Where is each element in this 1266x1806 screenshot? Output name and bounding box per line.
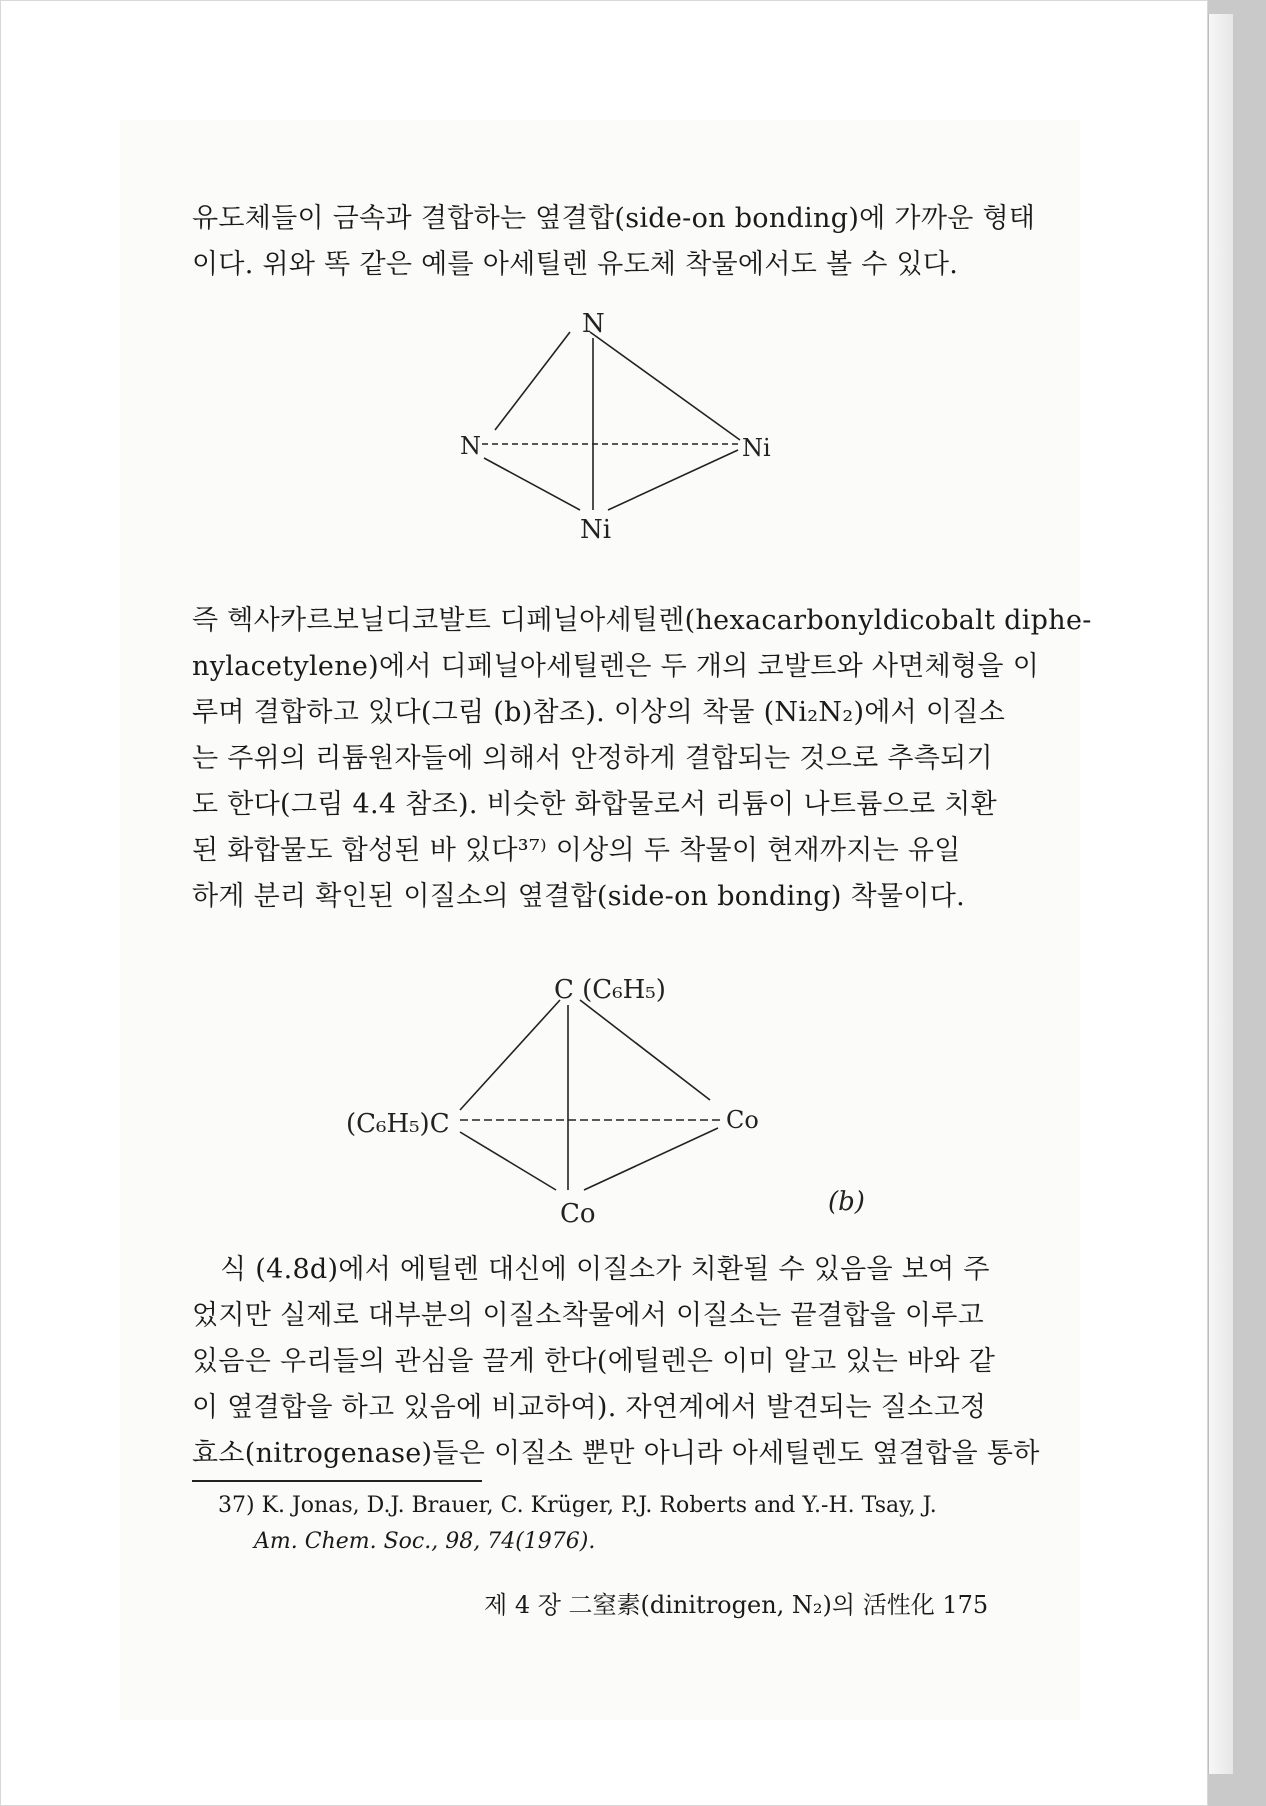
- edge-left-bottom: [460, 1132, 556, 1190]
- text-line: 효소(nitrogenase)들은 이질소 뿐만 아니라 아세틸렌도 옆결합을 통하: [192, 1438, 1040, 1469]
- figure-label: (b): [828, 1187, 865, 1217]
- edge-top-right: [580, 1000, 710, 1100]
- footnote-line-1: 37) K. Jonas, D.J. Brauer, C. Krüger, P.J. Roberts and Y.-H. Tsay, J.: [218, 1493, 937, 1518]
- running-head: 제 4 장 二窒素(dinitrogen, N₂)의 活性化 175: [484, 1591, 989, 1619]
- text-line: 있음은 우리들의 관심을 끌게 한다(에틸렌은 이미 알고 있는 바와 같: [192, 1346, 996, 1377]
- diagram-a: [420, 300, 820, 560]
- text-line: 하게 분리 확인된 이질소의 옆결합(side-on bonding) 착물이다.: [192, 881, 965, 912]
- text-line: 루며 결합하고 있다(그림 (b)참조). 이상의 착물 (Ni₂N₂)에서 이질소: [192, 697, 1006, 728]
- edge-right-bottom: [584, 1128, 718, 1190]
- text-line: 이다. 위와 똑 같은 예를 아세틸렌 유도체 착물에서도 볼 수 있다.: [192, 249, 959, 280]
- group-top: C (C₆H₅): [554, 975, 666, 1005]
- atom-right: Co: [726, 1106, 759, 1134]
- atom-bottom: Co: [560, 1199, 596, 1229]
- text-line: 었지만 실제로 대부분의 이질소착물에서 이질소는 끝결합을 이루고: [192, 1300, 984, 1331]
- diagram-b: [340, 960, 900, 1240]
- paragraph-1: [192, 196, 1036, 288]
- edge-top-left: [495, 332, 570, 430]
- atom-top: N: [582, 309, 605, 339]
- text-line: 유도체들이 금속과 결합하는 옆결합(side-on bonding)에 가까운 형태: [192, 203, 1036, 234]
- page-edge: [1208, 14, 1233, 1774]
- text-line: 이 옆결합을 하고 있음에 비교하여). 자연계에서 발견되는 질소고정: [192, 1392, 987, 1423]
- text-line: 는 주위의 리튬원자들에 의해서 안정하게 결합되는 것으로 추측되기: [192, 743, 993, 774]
- footnote-rule: [192, 1480, 482, 1482]
- edge-right-bottom: [608, 450, 738, 510]
- text-line: 된 화합물도 합성된 바 있다³⁷⁾ 이상의 두 착물이 현재까지는 유일: [192, 835, 961, 866]
- text-line: 도 한다(그림 4.4 참조). 비슷한 화합물로서 리튬이 나트륨으로 치환: [192, 789, 997, 820]
- text-line: nylacetylene)에서 디페닐아세틸렌은 두 개의 코발트와 사면체형을 이: [192, 651, 1040, 682]
- edge-left-bottom: [484, 458, 580, 510]
- paragraph-3: [192, 1247, 1040, 1477]
- footnote: [218, 1488, 1038, 1560]
- group-left: (C₆H₅)C: [346, 1109, 450, 1139]
- edge-top-left: [460, 1000, 560, 1110]
- paragraph-2: [192, 598, 1092, 920]
- footnote-line-2: Am. Chem. Soc., 98, 74(1976).: [254, 1529, 596, 1554]
- text-line: 즉 헥사카르보닐디코발트 디페닐아세틸렌(hexacarbonyldicobalt diphe-: [192, 605, 1092, 636]
- atom-right: Ni: [742, 434, 771, 462]
- atom-bottom: Ni: [580, 515, 612, 545]
- text-line: 식 (4.8d)에서 에틸렌 대신에 이질소가 치환될 수 있음을 보여 주: [220, 1254, 990, 1285]
- atom-left: N: [460, 432, 481, 460]
- edge-top-right: [590, 332, 740, 440]
